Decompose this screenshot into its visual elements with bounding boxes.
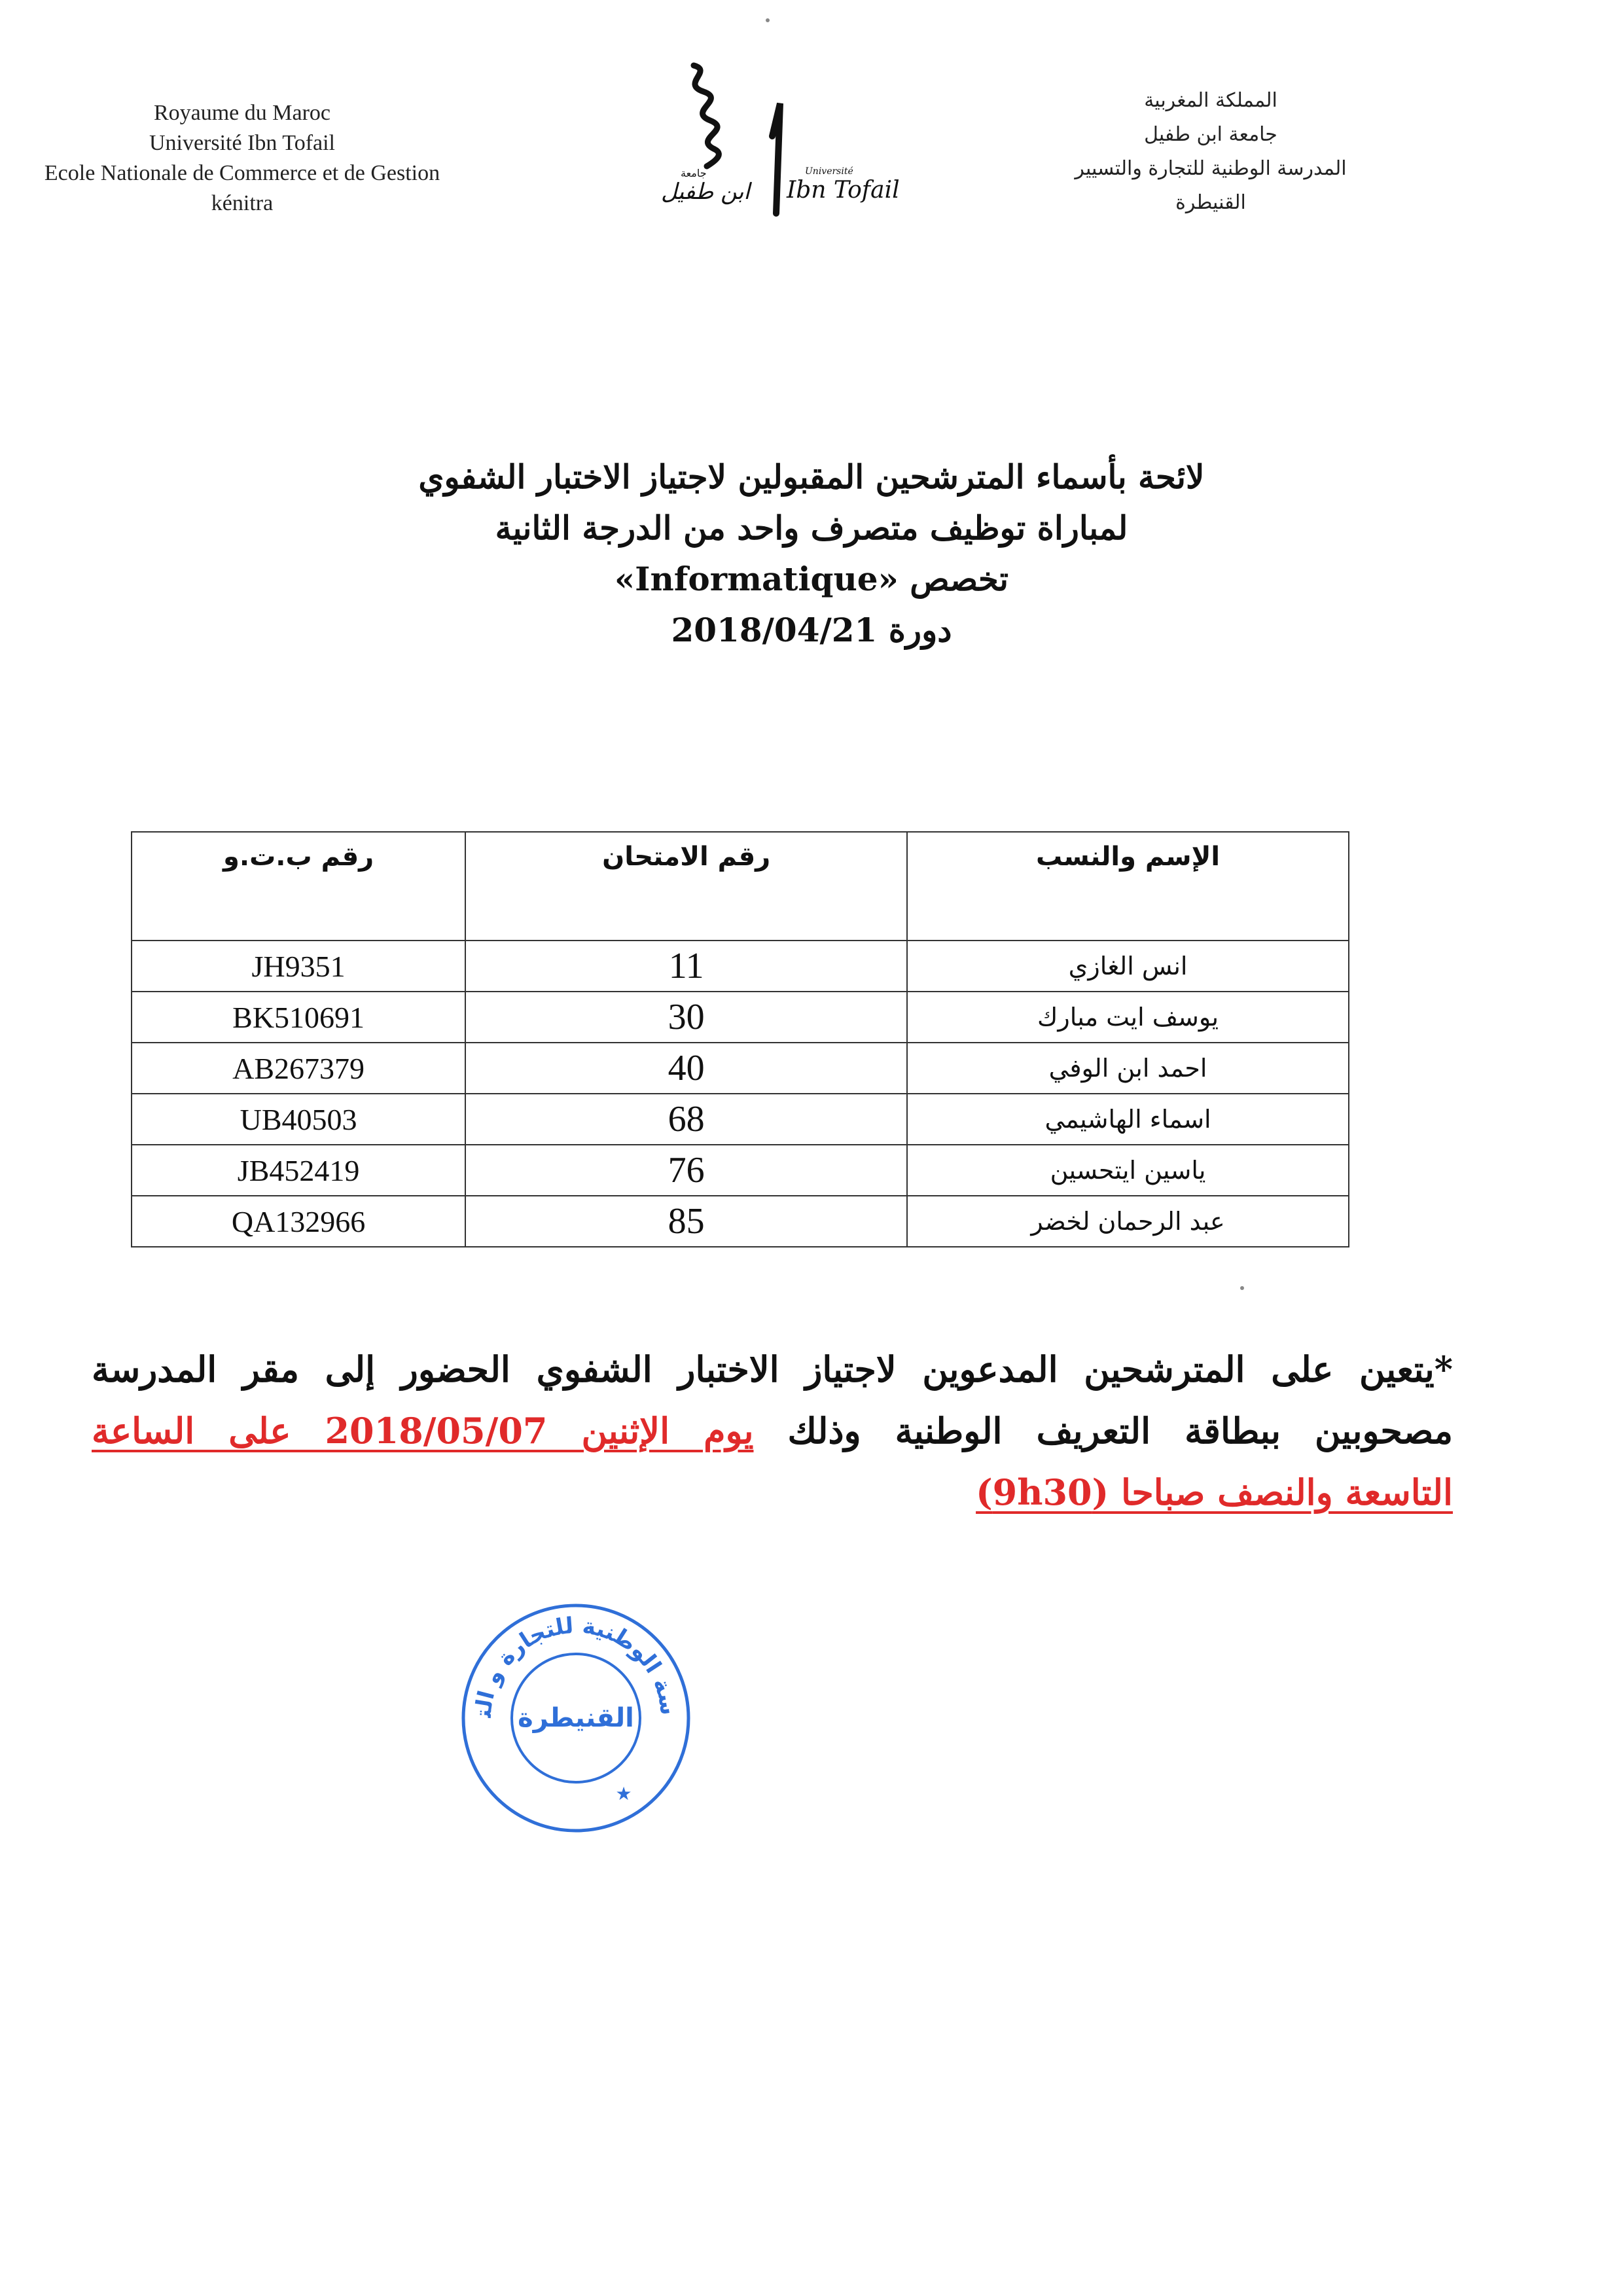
cell-exam-number: 11 xyxy=(465,941,907,992)
cell-exam-number: 76 xyxy=(465,1145,907,1196)
header-fr-line: kénitra xyxy=(211,191,274,215)
title-line-2: لمباراة توظيف متصرف واحد من الدرجة الثانية xyxy=(495,509,1128,547)
logo-text-fr-small: Université xyxy=(805,166,853,177)
header-ar-line: جامعة ابن طفيل xyxy=(1144,123,1277,146)
cell-cin: UB40503 xyxy=(132,1094,465,1145)
cell-name: يوسف ايت مبارك xyxy=(907,992,1349,1043)
cell-name: عبد الرحمان لخضر xyxy=(907,1196,1349,1247)
notice-line-2 xyxy=(92,1400,1453,1462)
title-line-3: تخصص «Informatique» xyxy=(614,560,1009,598)
header-name: الإسم والنسب xyxy=(907,832,1349,941)
stamp-center-text: القنيطرة xyxy=(518,1703,634,1733)
notice-line-2-highlight: يوم الإثنين 2018/05/07 على الساعة xyxy=(92,1410,754,1452)
header-fr-line: Université Ibn Tofail xyxy=(149,131,336,155)
table-row xyxy=(132,1145,1349,1196)
school-stamp-icon xyxy=(455,1597,697,1839)
cell-exam-number: 40 xyxy=(465,1043,907,1094)
scan-speck xyxy=(1240,1286,1244,1290)
cell-cin: JH9351 xyxy=(132,941,465,992)
notice-paragraph xyxy=(92,1338,1453,1523)
stamp-ring-text: سة الوطنية للتجارة و الت xyxy=(470,1612,682,1719)
table-header-row xyxy=(132,832,1349,941)
cell-exam-number: 30 xyxy=(465,992,907,1043)
notice-line-3-highlight: التاسعة والنصف صباحا (9h30) xyxy=(976,1471,1453,1513)
notice-line-3 xyxy=(92,1462,1453,1523)
header-exam-number: رقم الامتحان xyxy=(465,832,907,941)
cell-cin: BK510691 xyxy=(132,992,465,1043)
table-row xyxy=(132,992,1349,1043)
header-ar-line: المملكة المغربية xyxy=(1144,89,1277,112)
stamp-star-icon: ★ xyxy=(615,1783,632,1804)
logo-text-ar-small: جامعة xyxy=(681,167,707,179)
document-title xyxy=(223,452,1400,656)
cell-name: اسماء الهاشيمي xyxy=(907,1094,1349,1145)
notice-line-1: *يتعين على المترشحين المدعوين لاجتياز الاختبار الشفوي الحضور إلى مقر المدرسة xyxy=(92,1348,1453,1390)
table-row xyxy=(132,1196,1349,1247)
notice-line-2-plain: مصحوبين ببطاقة التعريف الوطنية وذلك xyxy=(787,1410,1453,1452)
header-cin: رقم ب.ت.و xyxy=(132,832,465,941)
header-fr-line: Royaume du Maroc xyxy=(153,101,331,125)
cell-exam-number: 85 xyxy=(465,1196,907,1247)
candidates-table xyxy=(131,831,1349,1247)
logo-text-fr: Ibn Tofail xyxy=(787,177,900,204)
logo-stroke-mark xyxy=(772,103,780,213)
scan-speck xyxy=(766,18,770,22)
cell-cin: AB267379 xyxy=(132,1043,465,1094)
cell-name: انس الغازي xyxy=(907,941,1349,992)
ibn-tofail-university-logo-icon xyxy=(641,58,900,215)
header-french xyxy=(13,98,471,219)
header-ar-line: القنيطرة xyxy=(1175,191,1246,214)
logo-text-ar: ابن طفيل xyxy=(661,179,750,205)
cell-name: ياسين ايتحسين xyxy=(907,1145,1349,1196)
cell-exam-number: 68 xyxy=(465,1094,907,1145)
title-line-1: لائحة بأسماء المترشحين المقبولين لاجتياز الاختبار الشفوي xyxy=(418,457,1205,496)
logo-wave-mark xyxy=(694,65,719,166)
header-ar-line: المدرسة الوطنية للتجارة والتسيير xyxy=(1075,157,1347,180)
table-row xyxy=(132,1094,1349,1145)
cell-cin: QA132966 xyxy=(132,1196,465,1247)
table-row xyxy=(132,941,1349,992)
header-fr-line: Ecole Nationale de Commerce et de Gestion xyxy=(44,161,440,185)
header-arabic xyxy=(1008,84,1414,220)
title-line-4: دورة 2018/04/21 xyxy=(671,611,952,649)
cell-name: احمد ابن الوفي xyxy=(907,1043,1349,1094)
cell-cin: JB452419 xyxy=(132,1145,465,1196)
table-row xyxy=(132,1043,1349,1094)
